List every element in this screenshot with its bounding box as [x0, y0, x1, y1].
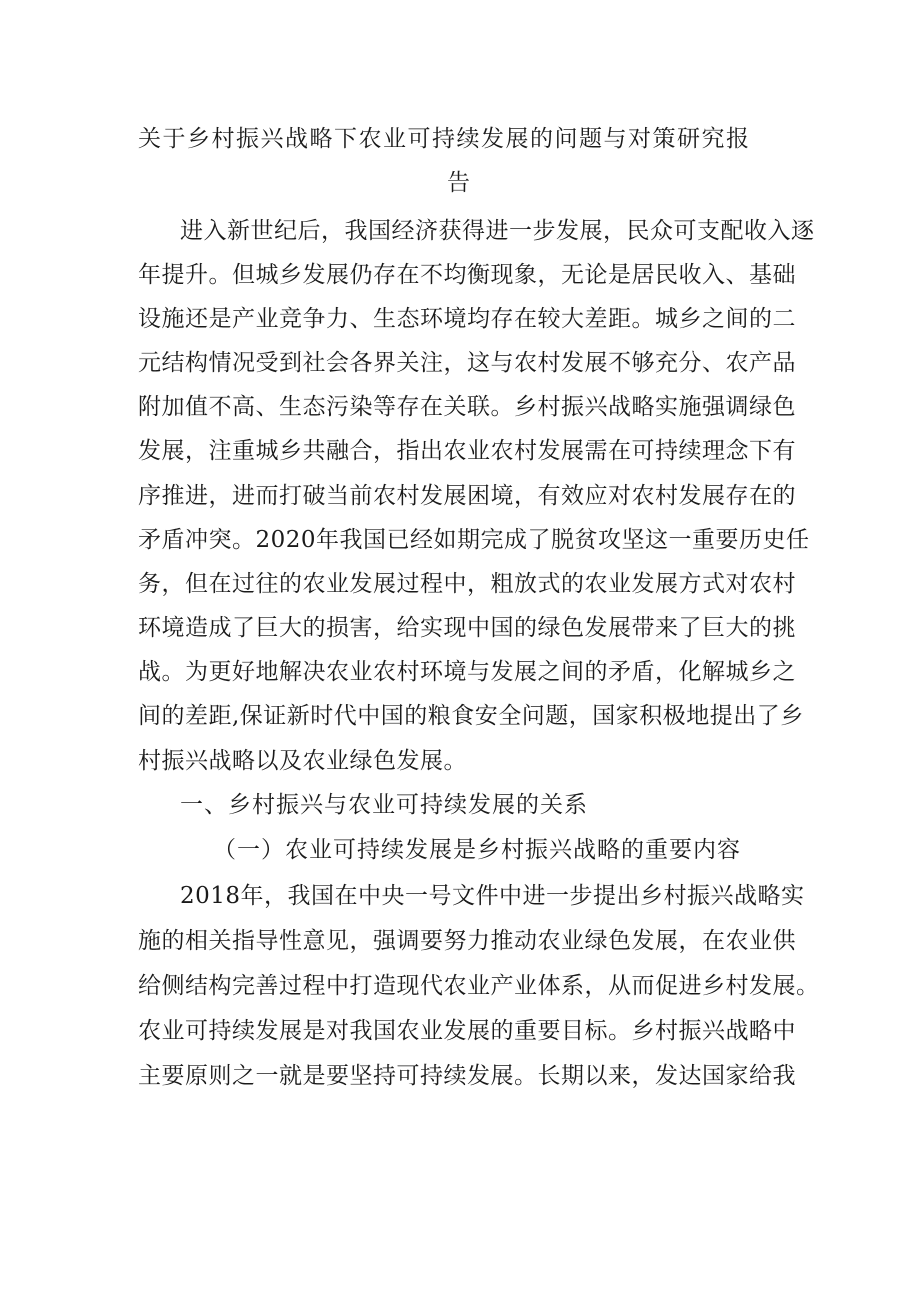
paragraph-1-line: 村振兴战略以及农业绿色发展。	[138, 748, 467, 774]
paragraph-1-line: 矛盾冲突。2020年我国已经如期完成了脱贫攻坚这一重要历史任	[138, 527, 810, 553]
paragraph-2-line: 2018年，我国在中央一号文件中进一步提出乡村振兴战略实	[180, 883, 805, 909]
paragraph-1-line: 年提升。但城乡发展仍存在不均衡现象，无论是居民收入、基础	[138, 262, 796, 288]
paragraph-1-line: 环境造成了巨大的损害，给实现中国的绿色发展带来了巨大的挑	[138, 615, 796, 641]
document-title-line-2: 告	[447, 170, 472, 196]
paragraph-2-line: 农业可持续发展是对我国农业发展的重要目标。乡村振兴战略中	[138, 1018, 796, 1044]
paragraph-2-line: 主要原则之一就是要坚持可持续发展。长期以来，发达国家给我	[138, 1063, 796, 1089]
paragraph-1-line: 进入新世纪后，我国经济获得进一步发展，民众可支配收入逐	[180, 218, 815, 244]
paragraph-2-line: 给侧结构完善过程中打造现代农业产业体系，从而促进乡村发展。	[138, 973, 820, 999]
paragraph-1-line: 战。为更好地解决农业农村环境与发展之间的矛盾，化解城乡之	[138, 659, 796, 685]
section-heading-1: 一、乡村振兴与农业可持续发展的关系	[180, 792, 588, 818]
subsection-heading-1-1: （一）农业可持续发展是乡村振兴战略的重要内容	[213, 837, 741, 863]
paragraph-1-line: 设施还是产业竞争力、生态环境均存在较大差距。城乡之间的二	[138, 306, 796, 332]
paragraph-1-line: 附加值不高、生态污染等存在关联。乡村振兴战略实施强调绿色	[138, 394, 796, 420]
paragraph-1-line: 间的差距,保证新时代中国的粮食安全问题，国家积极地提出了乡	[138, 703, 804, 729]
paragraph-2-line: 施的相关指导性意见，强调要努力推动农业绿色发展，在农业供	[138, 928, 796, 954]
document-title-line-1: 关于乡村振兴战略下农业可持续发展的问题与对策研究报	[138, 126, 751, 152]
paragraph-1-line: 务，但在过往的农业发展过程中，粗放式的农业发展方式对农村	[138, 571, 796, 597]
paragraph-1-line: 序推进，进而打破当前农村发展困境，有效应对农村发展存在的	[138, 483, 796, 509]
paragraph-1-line: 发展，注重城乡共融合，指出农业农村发展需在可持续理念下有	[138, 438, 796, 464]
paragraph-1-line: 元结构情况受到社会各界关注，这与农村发展不够充分、农产品	[138, 350, 796, 376]
